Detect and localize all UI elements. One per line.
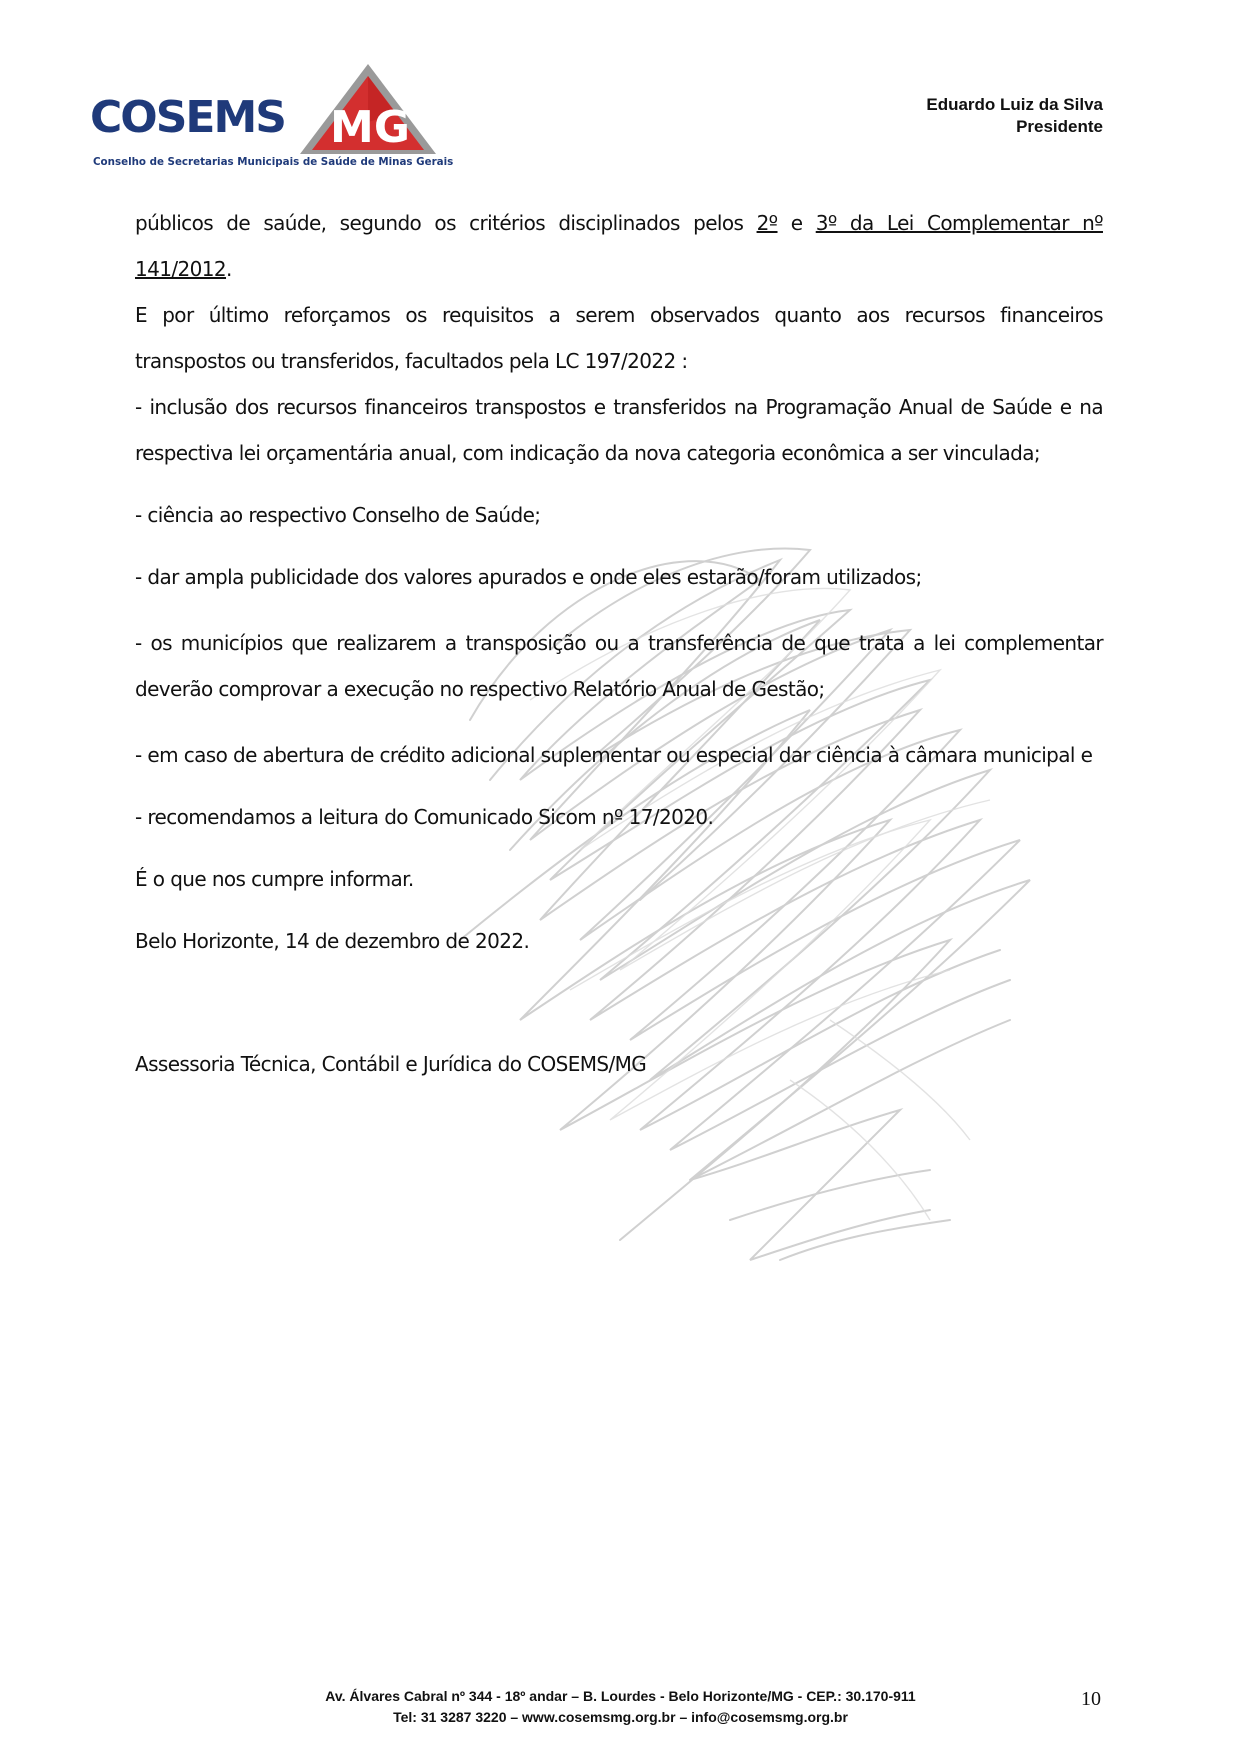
list-item-4: - os municípios que realizarem a transposição ou a transferência de que trata a lei complementar deverão comprovar a execução no respectivo Relatório Anual de Gestão; [135,631,1103,701]
footer-address: Av. Álvares Cabral nº 344 - 18º andar – B. Lourdes - Belo Horizonte/MG - CEP.: 30.170-911 [325,1688,916,1704]
paragraph-2: E por último reforçamos os requisitos a serem observados quanto aos recursos financeiros transpostos ou transferidos, facultados pela LC 197/2022 : [135,303,1103,373]
logo-subtitle: Conselho de Secretarias Municipais de Saúde de Minas Gerais [93,156,454,168]
p1-text: públicos de saúde, segundo os critérios disciplinados pelos [135,211,757,235]
paragraph-1-line-2 [135,246,1103,292]
place-date: Belo Horizonte, 14 de dezembro de 2022. [135,929,530,953]
cosems-logo [90,62,454,174]
triangle-logo-icon [298,62,438,156]
link-lc-3[interactable]: 3º da Lei Complementar nº [815,211,1103,235]
paragraph-1-line-1 [135,200,1103,246]
document-body [135,200,1103,1087]
list-item-1: - inclusão dos recursos financeiros transpostos e transferidos na Programação Anual de Saúde e na respectiva lei orçamentária anual, com indicação da nova categoria econômica a ser vinculada; [135,395,1103,465]
logo-wordmark: COSEMS [90,92,285,143]
list-item-2: - ciência ao respectivo Conselho de Saúde; [135,503,541,527]
list-item-3: - dar ampla publicidade dos valores apurados e onde eles estarão/foram utilizados; [135,565,922,589]
list-item-5: - em caso de abertura de crédito adicional suplementar ou especial dar ciência à câmara municipal e [135,743,1093,767]
president-role: Presidente [1016,117,1103,136]
p1-mid: e [777,211,816,235]
link-lc-2[interactable]: 2º [756,211,778,235]
list-item-6: - recomendamos a leitura do Comunicado Sicom nº 17/2020. [135,805,714,829]
signature-line: Assessoria Técnica, Contábil e Jurídica do COSEMS/MG [135,1052,647,1076]
logo-badge-text: MG [330,102,410,153]
page-footer [0,1686,1241,1728]
closing-text: É o que nos cumpre informar. [135,867,414,891]
footer-contact: Tel: 31 3287 3220 – www.cosemsmg.org.br – info@cosemsmg.org.br [393,1709,848,1725]
president-name: Eduardo Luiz da Silva [926,95,1103,114]
link-lc-141[interactable]: 141/2012 [135,257,227,281]
header-signatory [926,94,1103,138]
p1-end: . [226,257,232,281]
page-number: 10 [1081,1688,1101,1710]
